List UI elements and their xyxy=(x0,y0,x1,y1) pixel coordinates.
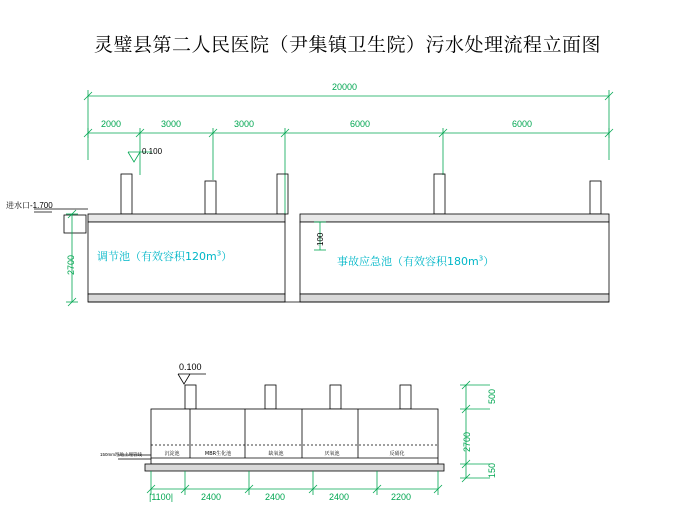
inlet-pipe xyxy=(34,209,88,233)
inlet-label: 进水口-1.700 xyxy=(6,201,53,210)
lower-riser-2 xyxy=(265,385,276,409)
riser-3 xyxy=(277,174,288,214)
lower-elevation-marker xyxy=(178,374,206,384)
tank-label-emergency: 事故应急池（有效容积$180m^3$） xyxy=(337,254,495,268)
dim-seg-5: 6000 xyxy=(512,119,533,129)
chamber-label-3: 缺氧池 xyxy=(268,451,284,457)
lower-dim-5: 2200 xyxy=(391,492,412,502)
lower-riser-3 xyxy=(330,385,341,409)
riser-2 xyxy=(205,181,216,214)
chamber-label-2: MBR生化池 xyxy=(204,451,232,457)
chamber-label-1: 沉淀池 xyxy=(164,451,180,457)
page-title: 灵璧县第二人民医院（尹集镇卫生院）污水处理流程立面图 xyxy=(93,34,601,56)
lower-dim-4: 2400 xyxy=(329,492,350,502)
tank-label-adjust: 调节池（有效容积$120m^3$） xyxy=(97,249,233,263)
elevation-label-lower: 0.100 xyxy=(179,362,202,372)
lower-dim-1: |1100| xyxy=(149,492,174,502)
chamber-label-5: 反硝化 xyxy=(389,451,405,457)
lower-tank-body xyxy=(145,409,444,471)
pipe-note: 150mm埋地土埋管线 xyxy=(100,452,143,457)
lower-riser-1 xyxy=(185,385,196,409)
dim-wall-100: 100 xyxy=(316,232,325,246)
lower-right-dim-2700: 2700 xyxy=(462,431,472,452)
dim-seg-3: 3000 xyxy=(234,119,255,129)
lower-dim-3: 2400 xyxy=(265,492,286,502)
lower-right-dim-150: 150 xyxy=(487,462,497,478)
riser-1 xyxy=(121,174,132,214)
riser-5 xyxy=(590,181,601,214)
upper-segment-dim-line xyxy=(84,128,613,215)
dim-seg-4: 6000 xyxy=(350,119,371,129)
chamber-label-4: 厌氧池 xyxy=(324,451,340,457)
dim-seg-2: 3000 xyxy=(161,119,182,129)
elevation-label-upper: 0.100 xyxy=(142,147,163,156)
dim-seg-1: 2000 xyxy=(101,119,122,129)
lower-right-dim-500: 500 xyxy=(487,388,497,404)
lower-riser-4 xyxy=(400,385,411,409)
riser-4 xyxy=(434,174,445,214)
dim-height-2700: 2700 xyxy=(66,254,76,275)
dim-overall-20000: 20000 xyxy=(332,82,358,92)
lower-dim-2: 2400 xyxy=(201,492,222,502)
